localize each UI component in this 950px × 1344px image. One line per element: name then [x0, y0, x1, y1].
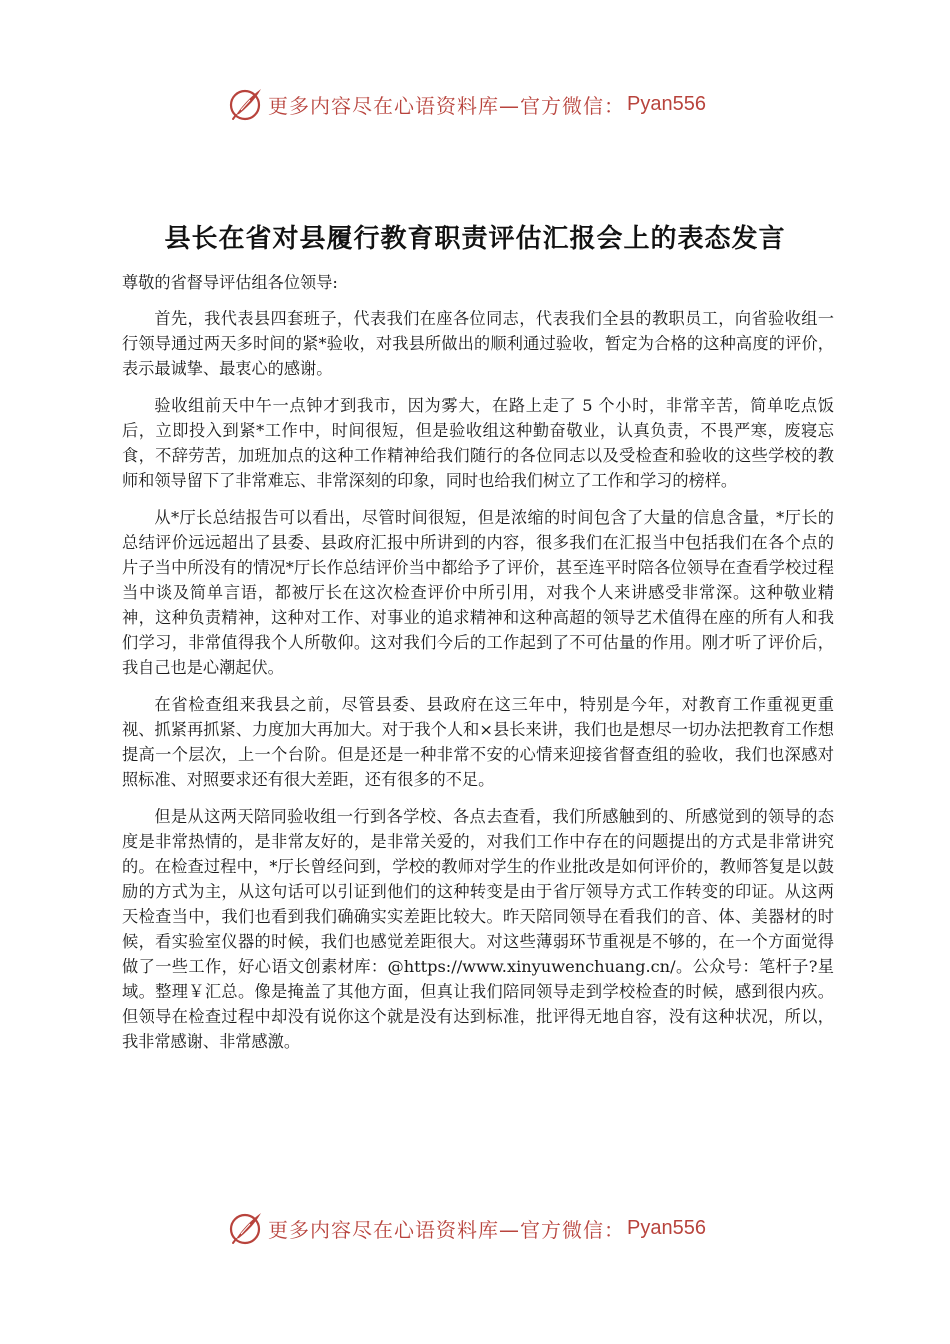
banner-text: 更多内容尽在心语资料库—官方微信： — [268, 1217, 625, 1242]
paragraph: 从*厅长总结报告可以看出，尽管时间很短，但是浓缩的时间包含了大量的信息含量，*厅长的总结评价远远超出了县委、县政府汇报中所讲到的内容，很多我们在汇报当中包括我们在各个点的片子当中所没有的情况*厅长作总结评价当中都给予了评价，甚至连平时陪各位领导在查看学校过程当中谈及简单言语，都被厅长在这次检查评价中所引用，对我个人来讲感受非常深。这种敬业精神，这种负责精神，这种对工作、对事业的追求精神和这种高超的领导艺术值得在座的所有人和我们学习，非常值得我个人所敬仰。这对我们今后的工作起到了不可估量的作用。刚才听了评价后，我自己也是心潮起伏。 — [122, 508, 834, 677]
document-body — [122, 270, 834, 1066]
header-banner — [228, 84, 748, 124]
footer-banner — [228, 1208, 748, 1248]
paragraph: 在省检查组来我县之前，尽管县委、县政府在这三年中，特别是今年，对教育工作重视更重视、抓紧再抓紧、力度加大再加大。对于我个人和×县长来讲，我们也是想尽一切办法把教育工作想提高一个层次，上一个台阶。但是还是一种非常不安的心情来迎接省督查组的验收，我们也深感对照标准、对照要求还有很大差距，还有很多的不足。 — [122, 695, 834, 789]
paragraph: 首先，我代表县四套班子，代表我们在座各位同志，代表我们全县的教职员工，向省验收组一行领导通过两天多时间的紧*验收，对我县所做出的顺利通过验收，暂定为合格的这种高度的评价，表示最诚挚、最衷心的感谢。 — [122, 309, 834, 378]
paragraph: 但是从这两天陪同验收组一行到各学校、各点去查看，我们所感触到的、所感觉到的领导的态度是非常热情的，是非常友好的，是非常关爱的，对我们工作中存在的问题提出的方式是非常讲究的。在检查过程中，*厅长曾经问到，学校的教师对学生的作业批改是如何评价的，教师答复是以鼓励的方式为主，从这句话可以引证到他们的这种转变是由于省厅领导方式工作转变的印证。从这两天检查当中，我们也看到我们确确实实差距比较大。昨天陪同领导在看我们的音、体、美器材的时候，看实验室仪器的时候，我们也感觉差距很大。对这些薄弱环节重视是不够的，在一个方面觉得做了一些工作，好心语文创素材库：@https://www.xinyuwenchuang.cn/。公众号：笔杆子?星域。整理￥汇总。像是掩盖了其他方面，但真让我们陪同领导走到学校检查的时候，感到很内疚。但领导在检查过程中却没有说你这个就是没有达到标准，批评得无地自容，没有这种状况，所以，我非常感谢、非常感激。 — [122, 807, 834, 1051]
quill-pen-icon — [228, 1210, 264, 1246]
quill-pen-icon — [228, 86, 264, 122]
paragraph: 验收组前天中午一点钟才到我市，因为雾大，在路上走了 5 个小时，非常辛苦，简单吃点饭后，立即投入到紧*工作中，时间很短，但是验收组这种勤奋敬业，认真负责，不畏严寒，废寝忘食，不辞劳苦，加班加点的这种工作精神给我们随行的各位同志以及受检查和验收的这些学校的教师和领导留下了非常难忘、非常深刻的印象，同时也给我们树立了工作和学习的榜样。 — [122, 396, 834, 490]
document-title: 县长在省对县履行教育职责评估汇报会上的表态发言 — [164, 224, 786, 254]
salutation: 尊敬的省督导评估组各位领导: — [122, 273, 338, 292]
banner-wechat-id: Pyan556 — [627, 1216, 706, 1239]
banner-wechat-id: Pyan556 — [627, 92, 706, 115]
banner-text: 更多内容尽在心语资料库—官方微信： — [268, 93, 625, 118]
